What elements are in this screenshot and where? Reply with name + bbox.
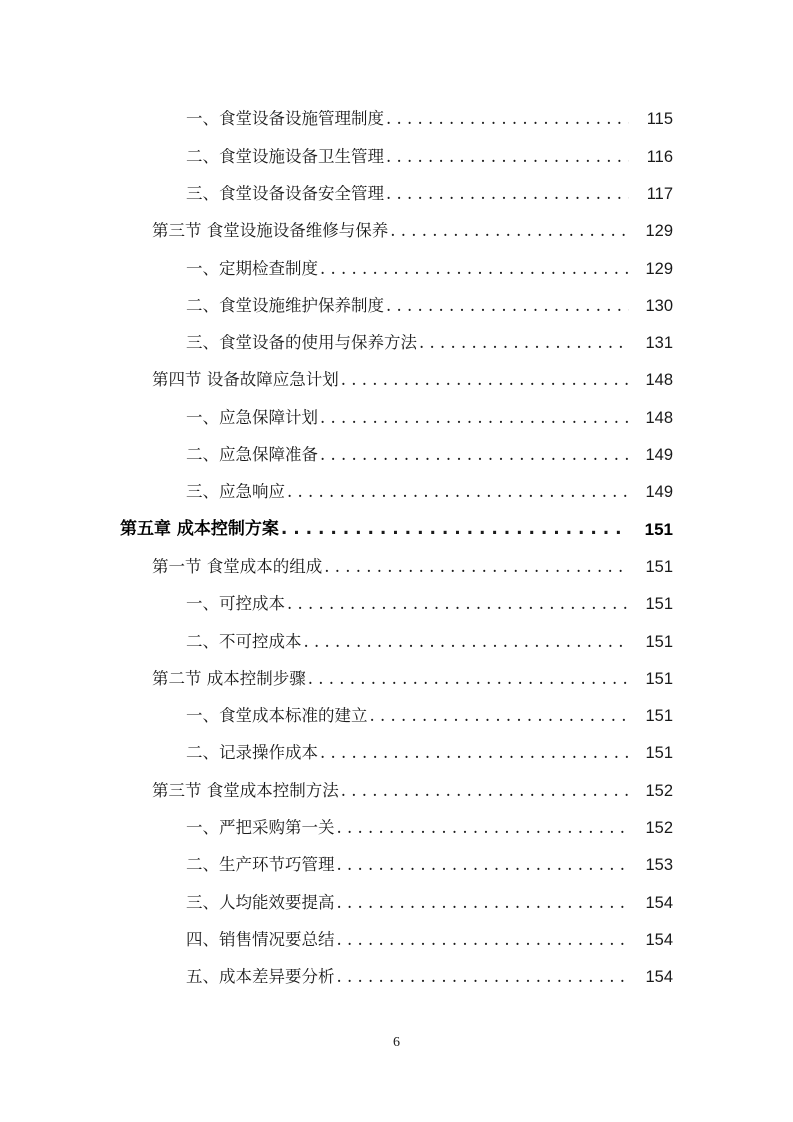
toc-section-entry[interactable]	[0, 213, 793, 250]
dot-leader	[386, 149, 629, 166]
dot-leader	[370, 708, 630, 725]
toc-list	[0, 101, 793, 996]
toc-entry-title: 二、应急保障准备	[186, 445, 318, 465]
page-number: 6	[393, 1035, 400, 1050]
toc-entry-page: 154	[645, 968, 673, 987]
dot-leader	[337, 857, 630, 874]
toc-entry-title: 三、应急响应	[186, 482, 285, 502]
toc-entry-page: 152	[645, 819, 673, 838]
toc-subsection-entry[interactable]	[0, 884, 793, 921]
toc-entry-title: 第三节 食堂设施设备维修与保养	[152, 221, 389, 241]
toc-subsection-entry[interactable]	[0, 138, 793, 175]
toc-entry-page: 151	[645, 557, 673, 576]
toc-section-entry[interactable]	[0, 772, 793, 809]
dot-leader	[320, 261, 629, 278]
dot-leader	[386, 298, 629, 315]
toc-section-entry[interactable]	[0, 549, 793, 586]
toc-entry-title: 一、食堂设备设施管理制度	[186, 109, 384, 129]
toc-entry-page: 151	[645, 744, 673, 763]
toc-entry-title: 五、成本差异要分析	[186, 967, 335, 987]
toc-entry-page: 151	[645, 632, 673, 651]
toc-subsection-entry[interactable]	[0, 250, 793, 287]
dot-leader	[341, 783, 629, 800]
toc-entry-page: 151	[645, 669, 673, 688]
dot-leader	[287, 484, 629, 501]
toc-entry-title: 一、应急保障计划	[186, 407, 318, 427]
toc-subsection-entry[interactable]	[0, 922, 793, 959]
toc-subsection-entry[interactable]	[0, 735, 793, 772]
toc-subsection-entry[interactable]	[0, 959, 793, 996]
toc-subsection-entry[interactable]	[0, 698, 793, 735]
toc-entry-page: 116	[646, 147, 673, 166]
toc-entry-title: 一、可控成本	[186, 594, 285, 614]
toc-entry-page: 154	[645, 893, 673, 912]
toc-entry-page: 154	[645, 930, 673, 949]
toc-entry-page: 129	[645, 259, 673, 278]
toc-subsection-entry[interactable]	[0, 101, 793, 138]
toc-entry-page: 148	[645, 408, 673, 427]
toc-entry-title: 二、食堂设施设备卫生管理	[186, 146, 384, 166]
toc-subsection-entry[interactable]	[0, 810, 793, 847]
toc-entry-title: 一、食堂成本标准的建立	[186, 706, 368, 726]
toc-entry-title: 二、记录操作成本	[186, 743, 318, 763]
toc-entry-page: 115	[646, 110, 673, 129]
toc-entry-title: 第四节 设备故障应急计划	[152, 370, 339, 390]
toc-entry-page: 151	[645, 707, 673, 726]
toc-subsection-entry[interactable]	[0, 287, 793, 324]
dot-leader	[419, 335, 629, 352]
toc-subsection-entry[interactable]	[0, 586, 793, 623]
toc-entry-title: 一、严把采购第一关	[186, 818, 335, 838]
toc-entry-page: 151	[644, 520, 673, 540]
toc-entry-page: 151	[645, 595, 673, 614]
toc-entry-title: 第三节 食堂成本控制方法	[152, 780, 339, 800]
dot-leader	[341, 372, 629, 389]
toc-entry-title: 二、食堂设施维护保养制度	[186, 295, 384, 315]
table-of-contents	[0, 101, 793, 996]
toc-entry-page: 149	[645, 483, 673, 502]
toc-entry-page: 130	[645, 296, 673, 315]
dot-leader	[386, 186, 629, 203]
toc-entry-title: 第二节 成本控制步骤	[152, 668, 306, 688]
toc-section-entry[interactable]	[0, 660, 793, 697]
dot-leader	[337, 969, 630, 986]
toc-entry-title: 二、不可控成本	[186, 631, 302, 651]
toc-subsection-entry[interactable]	[0, 847, 793, 884]
toc-entry-page: 152	[645, 781, 673, 800]
dot-leader	[337, 932, 630, 949]
dot-leader	[337, 820, 630, 837]
toc-subsection-entry[interactable]	[0, 623, 793, 660]
dot-leader	[390, 223, 629, 240]
toc-entry-page: 149	[645, 446, 673, 465]
dot-leader	[304, 634, 630, 651]
toc-subsection-entry[interactable]	[0, 325, 793, 362]
dot-leader	[324, 559, 629, 576]
dot-leader	[320, 410, 629, 427]
toc-subsection-entry[interactable]	[0, 437, 793, 474]
dot-leader	[337, 895, 630, 912]
toc-entry-page: 117	[646, 184, 673, 203]
dot-leader	[281, 521, 629, 538]
toc-entry-title: 第五章 成本控制方案	[120, 519, 279, 540]
toc-entry-title: 三、食堂设备的使用与保养方法	[186, 333, 417, 353]
toc-entry-title: 四、销售情况要总结	[186, 929, 335, 949]
dot-leader	[320, 745, 629, 762]
toc-entry-title: 三、食堂设备设备安全管理	[186, 183, 384, 203]
toc-chapter-entry[interactable]	[0, 511, 793, 548]
toc-entry-page: 131	[645, 334, 673, 353]
toc-entry-page: 153	[645, 856, 673, 875]
dot-leader	[320, 447, 629, 464]
dot-leader	[386, 111, 629, 128]
dot-leader	[308, 671, 629, 688]
toc-entry-title: 第一节 食堂成本的组成	[152, 556, 323, 576]
toc-subsection-entry[interactable]	[0, 399, 793, 436]
toc-section-entry[interactable]	[0, 362, 793, 399]
toc-subsection-entry[interactable]	[0, 176, 793, 213]
toc-entry-page: 129	[645, 222, 673, 241]
toc-entry-page: 148	[645, 371, 673, 390]
dot-leader	[287, 596, 629, 613]
toc-entry-title: 一、定期检查制度	[186, 258, 318, 278]
toc-entry-title: 三、人均能效要提高	[186, 892, 335, 912]
toc-subsection-entry[interactable]	[0, 474, 793, 511]
toc-entry-title: 二、生产环节巧管理	[186, 855, 335, 875]
